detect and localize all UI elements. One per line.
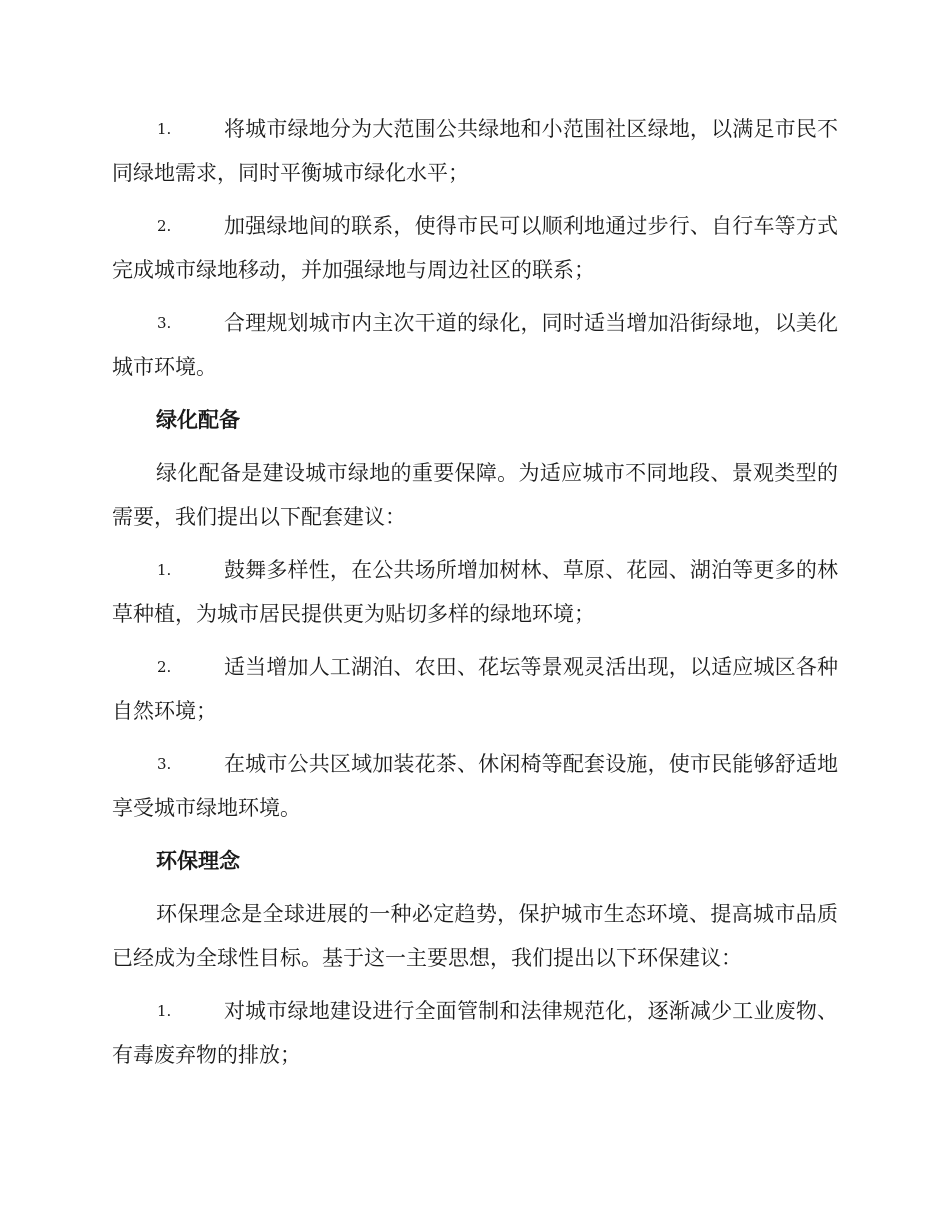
list-item [112,742,838,830]
list-item [112,548,838,636]
list-text: 在城市公共区域加装花茶、休闲椅等配套设施，使市民能够舒适地享受城市绿地环境。 [112,752,838,820]
list-text: 加强绿地间的联系，使得市民可以顺利地通过步行、自行车等方式完成城市绿地移动，并加强绿地与周边社区的联系； [112,214,838,282]
list-text: 将城市绿地分为大范围公共绿地和小范围社区绿地，以满足市民不同绿地需求，同时平衡城市绿化水平； [112,117,838,185]
list-number: 3. [157,314,172,332]
list-item [112,645,838,733]
eco-intro-paragraph: 环保理念是全球进展的一种必定趋势，保护城市生态环境、提高城市品质已经成为全球性目标。基于这一主要思想，我们提出以下环保建议： [112,902,838,970]
list-item [112,989,838,1077]
list-item [112,107,838,195]
greening-intro-paragraph: 绿化配备是建设城市绿地的重要保障。为适应城市不同地段、景观类型的需要，我们提出以下配套建议： [112,461,838,529]
list-number: 2. [157,658,172,676]
list-item [112,301,838,389]
list-item [112,204,838,292]
list-number: 2. [157,217,172,235]
list-text: 合理规划城市内主次干道的绿化，同时适当增加沿街绿地，以美化城市环境。 [112,311,838,379]
list-number: 3. [157,755,172,773]
list-text: 鼓舞多样性，在公共场所增加树林、草原、花园、湖泊等更多的林草种植，为城市居民提供更为贴切多样的绿地环境； [112,558,838,626]
section-heading-eco: 环保理念 [156,849,240,873]
list-text: 适当增加人工湖泊、农田、花坛等景观灵活出现，以适应城区各种自然环境； [112,655,838,723]
section-heading-greening: 绿化配备 [156,408,240,432]
list-text: 对城市绿地建设进行全面管制和法律规范化，逐渐减少工业废物、有毒废弃物的排放； [112,999,838,1067]
document-page [112,107,838,1086]
list-number: 1. [157,120,172,138]
list-number: 1. [157,1002,172,1020]
list-number: 1. [157,561,172,579]
